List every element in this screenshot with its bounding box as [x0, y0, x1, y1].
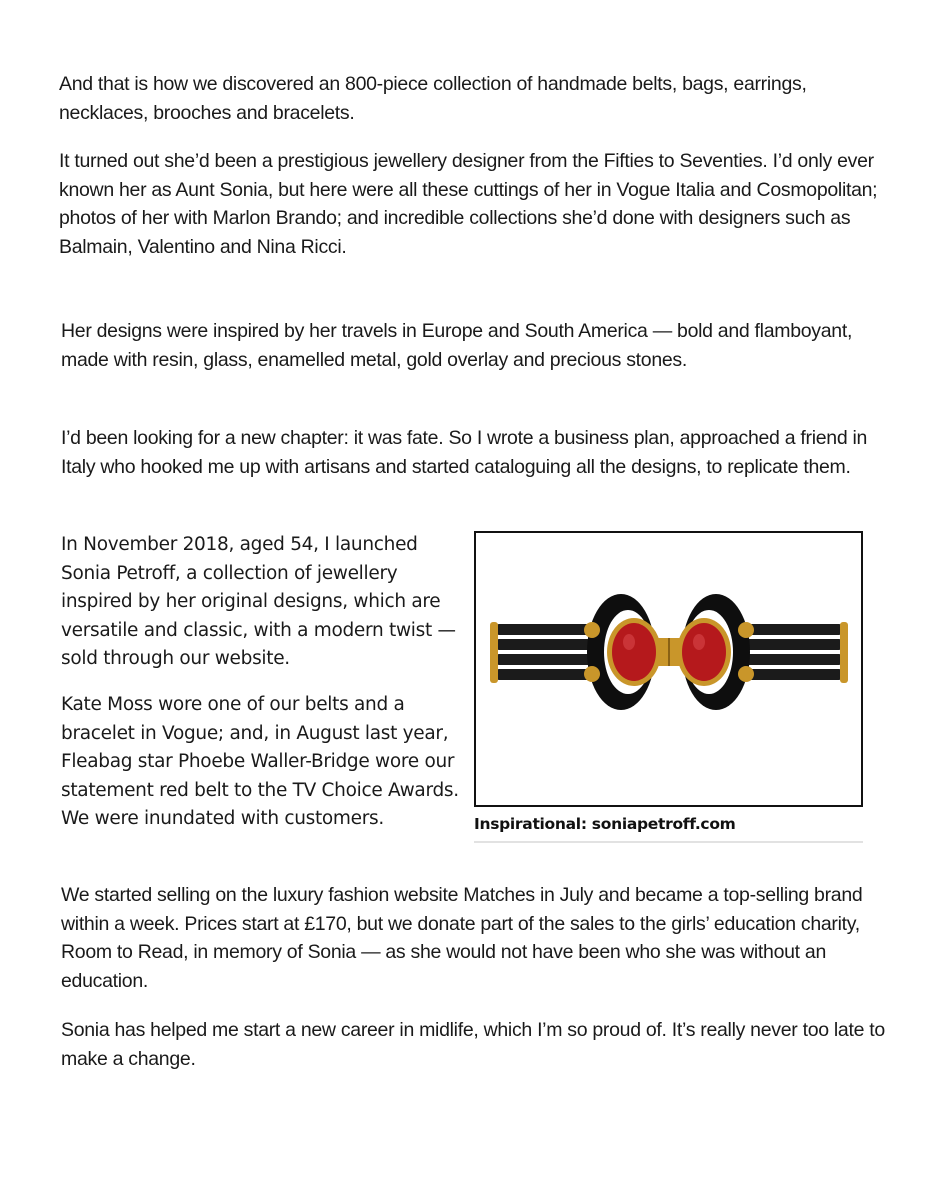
paragraph-designs-inspiration: Her designs were inspired by her travels in Europe and South America — bold and flamboyant, made with resin, glass, enamelled metal, gold overlay and precious stones. — [61, 320, 853, 371]
paragraph-discovery: And that is how we discovered an 800-piece collection of handmade belts, bags, earrings, necklaces, brooches and bracelets. — [59, 73, 807, 124]
article-figure — [474, 531, 863, 843]
caption-divider — [474, 841, 863, 843]
belt-image — [474, 531, 863, 807]
paragraph-celebrities: Kate Moss wore one of our belts and a bracelet in Vogue; and, in August last year, Fleabag star Phoebe Waller-Bridge wore our statement red belt to the TV Choice Awards. We were inundated with customers. — [61, 694, 459, 829]
belt-illustration — [476, 533, 861, 805]
image-caption: Inspirational: soniapetroff.com — [474, 815, 736, 833]
paragraph-new-chapter: I’d been looking for a new chapter: it was fate. So I wrote a business plan, approached a friend in Italy who hooked me up with artisans and started cataloguing all the designs, to replicate them. — [61, 427, 868, 478]
paragraph-launch: In November 2018, aged 54, I launched Sonia Petroff, a collection of jewellery inspired by her original designs, which are versatile and classic, with a modern twist — sold through our website. — [61, 534, 456, 669]
paragraph-aunt-sonia: It turned out she’d been a prestigious jewellery designer from the Fifties to Seventies. I’d only ever known her as Aunt Sonia, but here were all these cuttings of her in Vogue Italia and Cosmopolitan; photos of her with Marlon Brando; and incredible collections she’d done with designers such as Balmain, Valentino and Nina Ricci. — [59, 150, 878, 258]
paragraph-conclusion: Sonia has helped me start a new career in midlife, which I’m so proud of. It’s really never too late to make a change. — [61, 1019, 885, 1070]
paragraph-matches: We started selling on the luxury fashion website Matches in July and became a top-selling brand within a week. Prices start at £170, but we donate part of the sales to the girls’ education charity, Room to Read, in memory of Sonia — as she would not have been who she was without an education. — [61, 884, 863, 992]
